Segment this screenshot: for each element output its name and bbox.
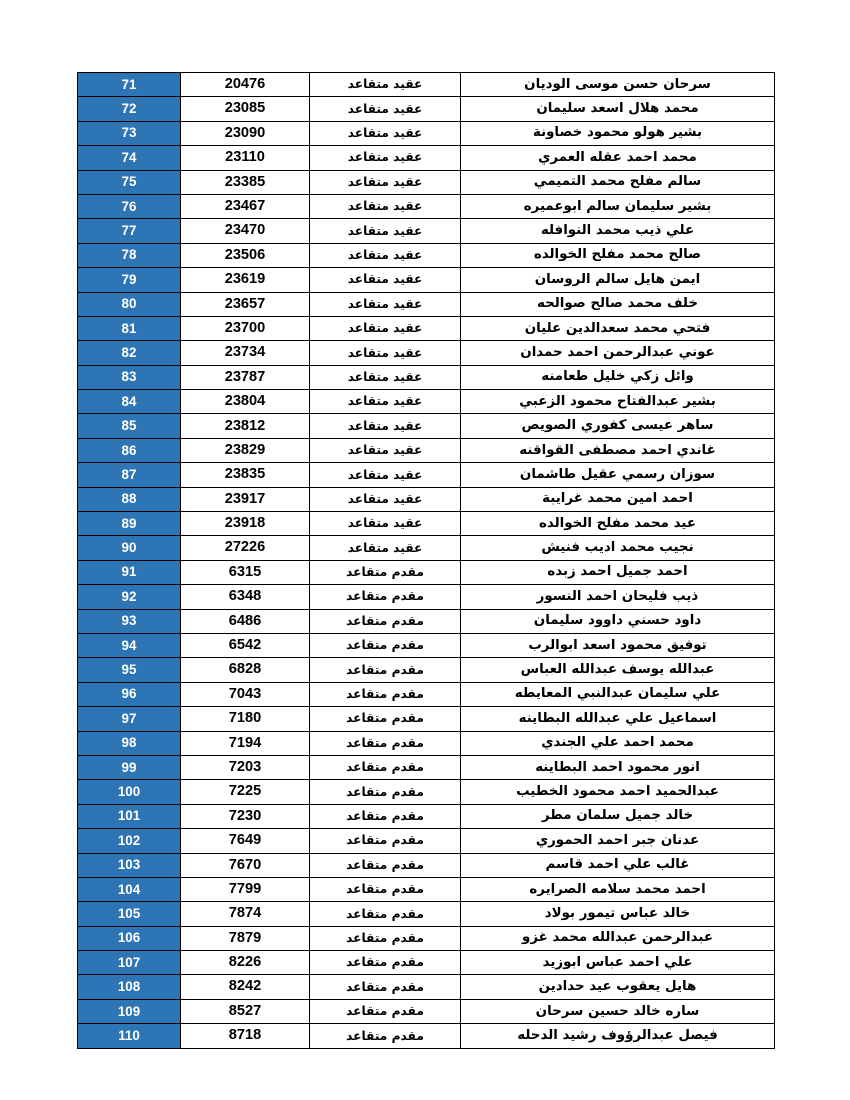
officer-name-cell: محمد احمد عقله العمري xyxy=(461,146,775,170)
officer-rank-cell: عقيد متقاعد xyxy=(310,170,461,194)
officer-id-cell: 23085 xyxy=(181,97,310,121)
officer-rank-cell: مقدم متقاعد xyxy=(310,682,461,706)
officer-rank-cell: مقدم متقاعد xyxy=(310,877,461,901)
officer-name-cell: خالد جميل سلمان مطر xyxy=(461,804,775,828)
sequence-number-cell: 106 xyxy=(78,926,181,950)
officer-rank-cell: عقيد متقاعد xyxy=(310,268,461,292)
officer-rank-cell: مقدم متقاعد xyxy=(310,731,461,755)
officer-id-cell: 8718 xyxy=(181,1024,310,1048)
officer-rank-cell: عقيد متقاعد xyxy=(310,292,461,316)
table-row xyxy=(78,829,775,853)
officer-name-cell: عدنان جبر احمد الحموري xyxy=(461,829,775,853)
table-row xyxy=(78,633,775,657)
officer-id-cell: 20476 xyxy=(181,73,310,97)
officer-name-cell: ايمن هايل سالم الروسان xyxy=(461,268,775,292)
officer-name-cell: عبدالله يوسف عبدالله العباس xyxy=(461,658,775,682)
sequence-number-cell: 97 xyxy=(78,707,181,731)
officer-name-cell: علي ذيب محمد النوافله xyxy=(461,219,775,243)
table-row xyxy=(78,1024,775,1048)
sequence-number-cell: 92 xyxy=(78,585,181,609)
table-row xyxy=(78,609,775,633)
officer-id-cell: 23470 xyxy=(181,219,310,243)
officer-rank-cell: مقدم متقاعد xyxy=(310,951,461,975)
officer-name-cell: ساهر عيسى كفوري الصويص xyxy=(461,414,775,438)
officer-id-cell: 23734 xyxy=(181,341,310,365)
officer-id-cell: 7799 xyxy=(181,877,310,901)
table-row xyxy=(78,682,775,706)
officer-id-cell: 23090 xyxy=(181,121,310,145)
officer-id-cell: 23918 xyxy=(181,512,310,536)
officer-name-cell: ذيب فليحان احمد النسور xyxy=(461,585,775,609)
officer-rank-cell: عقيد متقاعد xyxy=(310,73,461,97)
sequence-number-cell: 82 xyxy=(78,341,181,365)
officer-rank-cell: مقدم متقاعد xyxy=(310,1024,461,1048)
table-row xyxy=(78,365,775,389)
officer-rank-cell: مقدم متقاعد xyxy=(310,975,461,999)
roster-table-container xyxy=(78,72,775,1049)
officer-rank-cell: عقيد متقاعد xyxy=(310,390,461,414)
sequence-number-cell: 79 xyxy=(78,268,181,292)
officer-id-cell: 8527 xyxy=(181,999,310,1023)
officer-id-cell: 23917 xyxy=(181,487,310,511)
officer-name-cell: فتحي محمد سعدالدين عليان xyxy=(461,316,775,340)
officer-rank-cell: عقيد متقاعد xyxy=(310,512,461,536)
officer-name-cell: غاندي احمد مصطفى القواقنه xyxy=(461,438,775,462)
table-row xyxy=(78,341,775,365)
officer-id-cell: 7874 xyxy=(181,902,310,926)
sequence-number-cell: 86 xyxy=(78,438,181,462)
table-row xyxy=(78,707,775,731)
table-row xyxy=(78,243,775,267)
table-row xyxy=(78,780,775,804)
officer-rank-cell: مقدم متقاعد xyxy=(310,755,461,779)
officer-name-cell: محمد احمد علي الجندي xyxy=(461,731,775,755)
officer-rank-cell: مقدم متقاعد xyxy=(310,902,461,926)
officer-name-cell: علي سليمان عبدالنبي المعايطه xyxy=(461,682,775,706)
officer-name-cell: احمد جميل احمد زبده xyxy=(461,560,775,584)
officer-rank-cell: مقدم متقاعد xyxy=(310,707,461,731)
roster-table-body xyxy=(78,73,775,1049)
officer-id-cell: 23787 xyxy=(181,365,310,389)
officer-rank-cell: مقدم متقاعد xyxy=(310,560,461,584)
sequence-number-cell: 100 xyxy=(78,780,181,804)
officer-name-cell: سوزان رسمي عقيل طاشمان xyxy=(461,463,775,487)
table-row xyxy=(78,194,775,218)
sequence-number-cell: 98 xyxy=(78,731,181,755)
sequence-number-cell: 89 xyxy=(78,512,181,536)
officer-id-cell: 27226 xyxy=(181,536,310,560)
sequence-number-cell: 71 xyxy=(78,73,181,97)
sequence-number-cell: 94 xyxy=(78,633,181,657)
officer-rank-cell: عقيد متقاعد xyxy=(310,414,461,438)
sequence-number-cell: 74 xyxy=(78,146,181,170)
officer-name-cell: ساره خالد حسين سرحان xyxy=(461,999,775,1023)
sequence-number-cell: 101 xyxy=(78,804,181,828)
table-row xyxy=(78,951,775,975)
officer-rank-cell: عقيد متقاعد xyxy=(310,97,461,121)
officer-name-cell: بشير سليمان سالم ابوعميره xyxy=(461,194,775,218)
officer-id-cell: 23467 xyxy=(181,194,310,218)
table-row xyxy=(78,438,775,462)
sequence-number-cell: 76 xyxy=(78,194,181,218)
table-row xyxy=(78,512,775,536)
officer-name-cell: فيصل عبدالرؤوف رشيد الدحله xyxy=(461,1024,775,1048)
officer-name-cell: خلف محمد صالح صوالحه xyxy=(461,292,775,316)
table-row xyxy=(78,219,775,243)
table-row xyxy=(78,316,775,340)
table-row xyxy=(78,877,775,901)
sequence-number-cell: 80 xyxy=(78,292,181,316)
table-row xyxy=(78,999,775,1023)
table-row xyxy=(78,146,775,170)
officer-id-cell: 6348 xyxy=(181,585,310,609)
sequence-number-cell: 109 xyxy=(78,999,181,1023)
table-row xyxy=(78,658,775,682)
officer-rank-cell: عقيد متقاعد xyxy=(310,341,461,365)
sequence-number-cell: 73 xyxy=(78,121,181,145)
table-row xyxy=(78,414,775,438)
sequence-number-cell: 104 xyxy=(78,877,181,901)
officer-name-cell: توفيق محمود اسعد ابوالرب xyxy=(461,633,775,657)
officer-rank-cell: مقدم متقاعد xyxy=(310,829,461,853)
table-row xyxy=(78,97,775,121)
officer-rank-cell: عقيد متقاعد xyxy=(310,316,461,340)
officer-id-cell: 23700 xyxy=(181,316,310,340)
officer-name-cell: نجيب محمد اديب فنيش xyxy=(461,536,775,560)
sequence-number-cell: 107 xyxy=(78,951,181,975)
officer-id-cell: 23804 xyxy=(181,390,310,414)
sequence-number-cell: 110 xyxy=(78,1024,181,1048)
table-row xyxy=(78,560,775,584)
sequence-number-cell: 84 xyxy=(78,390,181,414)
officer-id-cell: 23385 xyxy=(181,170,310,194)
officer-rank-cell: عقيد متقاعد xyxy=(310,438,461,462)
officer-id-cell: 7194 xyxy=(181,731,310,755)
sequence-number-cell: 103 xyxy=(78,853,181,877)
officer-id-cell: 7043 xyxy=(181,682,310,706)
table-row xyxy=(78,902,775,926)
officer-id-cell: 7670 xyxy=(181,853,310,877)
sequence-number-cell: 90 xyxy=(78,536,181,560)
officer-name-cell: صالح محمد مفلح الخوالده xyxy=(461,243,775,267)
officer-name-cell: عوني عبدالرحمن احمد حمدان xyxy=(461,341,775,365)
officer-id-cell: 8226 xyxy=(181,951,310,975)
officer-id-cell: 23829 xyxy=(181,438,310,462)
officer-id-cell: 23619 xyxy=(181,268,310,292)
table-row xyxy=(78,755,775,779)
officer-id-cell: 6486 xyxy=(181,609,310,633)
table-row xyxy=(78,121,775,145)
officer-name-cell: محمد هلال اسعد سليمان xyxy=(461,97,775,121)
officer-name-cell: غالب علي احمد قاسم xyxy=(461,853,775,877)
officer-rank-cell: عقيد متقاعد xyxy=(310,463,461,487)
sequence-number-cell: 93 xyxy=(78,609,181,633)
officer-name-cell: احمد امين محمد غرايبة xyxy=(461,487,775,511)
table-row xyxy=(78,170,775,194)
officer-name-cell: عبدالحميد احمد محمود الخطيب xyxy=(461,780,775,804)
officer-rank-cell: عقيد متقاعد xyxy=(310,536,461,560)
officer-rank-cell: عقيد متقاعد xyxy=(310,194,461,218)
sequence-number-cell: 95 xyxy=(78,658,181,682)
officer-id-cell: 6828 xyxy=(181,658,310,682)
officer-id-cell: 7879 xyxy=(181,926,310,950)
officer-name-cell: اسماعيل علي عبدالله البطاينه xyxy=(461,707,775,731)
table-row xyxy=(78,390,775,414)
sequence-number-cell: 91 xyxy=(78,560,181,584)
officer-id-cell: 6542 xyxy=(181,633,310,657)
officer-rank-cell: مقدم متقاعد xyxy=(310,585,461,609)
table-row xyxy=(78,536,775,560)
officer-id-cell: 7230 xyxy=(181,804,310,828)
table-row xyxy=(78,487,775,511)
officer-id-cell: 6315 xyxy=(181,560,310,584)
officer-name-cell: سرحان حسن موسى الوديان xyxy=(461,73,775,97)
officer-rank-cell: مقدم متقاعد xyxy=(310,804,461,828)
officer-id-cell: 23110 xyxy=(181,146,310,170)
sequence-number-cell: 87 xyxy=(78,463,181,487)
sequence-number-cell: 78 xyxy=(78,243,181,267)
officer-id-cell: 23657 xyxy=(181,292,310,316)
table-row xyxy=(78,804,775,828)
officer-rank-cell: مقدم متقاعد xyxy=(310,853,461,877)
officer-name-cell: خالد عباس تيمور بولاد xyxy=(461,902,775,926)
sequence-number-cell: 96 xyxy=(78,682,181,706)
officer-rank-cell: عقيد متقاعد xyxy=(310,219,461,243)
sequence-number-cell: 99 xyxy=(78,755,181,779)
officer-rank-cell: مقدم متقاعد xyxy=(310,999,461,1023)
sequence-number-cell: 83 xyxy=(78,365,181,389)
officer-id-cell: 7649 xyxy=(181,829,310,853)
officer-id-cell: 7225 xyxy=(181,780,310,804)
officer-name-cell: انور محمود احمد البطاينه xyxy=(461,755,775,779)
sequence-number-cell: 75 xyxy=(78,170,181,194)
table-row xyxy=(78,292,775,316)
officer-name-cell: عيد محمد مفلح الخوالده xyxy=(461,512,775,536)
officer-id-cell: 8242 xyxy=(181,975,310,999)
officer-name-cell: داود حسني داوود سليمان xyxy=(461,609,775,633)
sequence-number-cell: 72 xyxy=(78,97,181,121)
table-row xyxy=(78,585,775,609)
officer-rank-cell: عقيد متقاعد xyxy=(310,487,461,511)
officer-id-cell: 7203 xyxy=(181,755,310,779)
table-row xyxy=(78,853,775,877)
officer-name-cell: عبدالرحمن عبدالله محمد غزو xyxy=(461,926,775,950)
officer-name-cell: علي احمد عباس ابوزيد xyxy=(461,951,775,975)
officer-name-cell: وائل زكي خليل طعامنه xyxy=(461,365,775,389)
sequence-number-cell: 102 xyxy=(78,829,181,853)
table-row xyxy=(78,463,775,487)
officer-name-cell: هايل يعقوب عيد حدادين xyxy=(461,975,775,999)
officer-id-cell: 23506 xyxy=(181,243,310,267)
sequence-number-cell: 85 xyxy=(78,414,181,438)
sequence-number-cell: 88 xyxy=(78,487,181,511)
officer-rank-cell: عقيد متقاعد xyxy=(310,243,461,267)
officer-name-cell: بشير عبدالفتاح محمود الزعبي xyxy=(461,390,775,414)
table-row xyxy=(78,926,775,950)
table-row xyxy=(78,975,775,999)
officer-rank-cell: عقيد متقاعد xyxy=(310,121,461,145)
table-row xyxy=(78,73,775,97)
officer-name-cell: احمد محمد سلامه الصرايره xyxy=(461,877,775,901)
officer-rank-cell: مقدم متقاعد xyxy=(310,609,461,633)
officer-id-cell: 23812 xyxy=(181,414,310,438)
officer-name-cell: بشير هولو محمود خصاونة xyxy=(461,121,775,145)
officer-rank-cell: مقدم متقاعد xyxy=(310,926,461,950)
table-row xyxy=(78,268,775,292)
sequence-number-cell: 81 xyxy=(78,316,181,340)
sequence-number-cell: 108 xyxy=(78,975,181,999)
officer-id-cell: 7180 xyxy=(181,707,310,731)
officer-rank-cell: عقيد متقاعد xyxy=(310,365,461,389)
officer-rank-cell: مقدم متقاعد xyxy=(310,658,461,682)
table-row xyxy=(78,731,775,755)
retired-officers-table xyxy=(77,72,775,1049)
officer-rank-cell: مقدم متقاعد xyxy=(310,633,461,657)
officer-rank-cell: عقيد متقاعد xyxy=(310,146,461,170)
officer-name-cell: سالم مفلح محمد التميمي xyxy=(461,170,775,194)
sequence-number-cell: 105 xyxy=(78,902,181,926)
officer-rank-cell: مقدم متقاعد xyxy=(310,780,461,804)
officer-id-cell: 23835 xyxy=(181,463,310,487)
sequence-number-cell: 77 xyxy=(78,219,181,243)
